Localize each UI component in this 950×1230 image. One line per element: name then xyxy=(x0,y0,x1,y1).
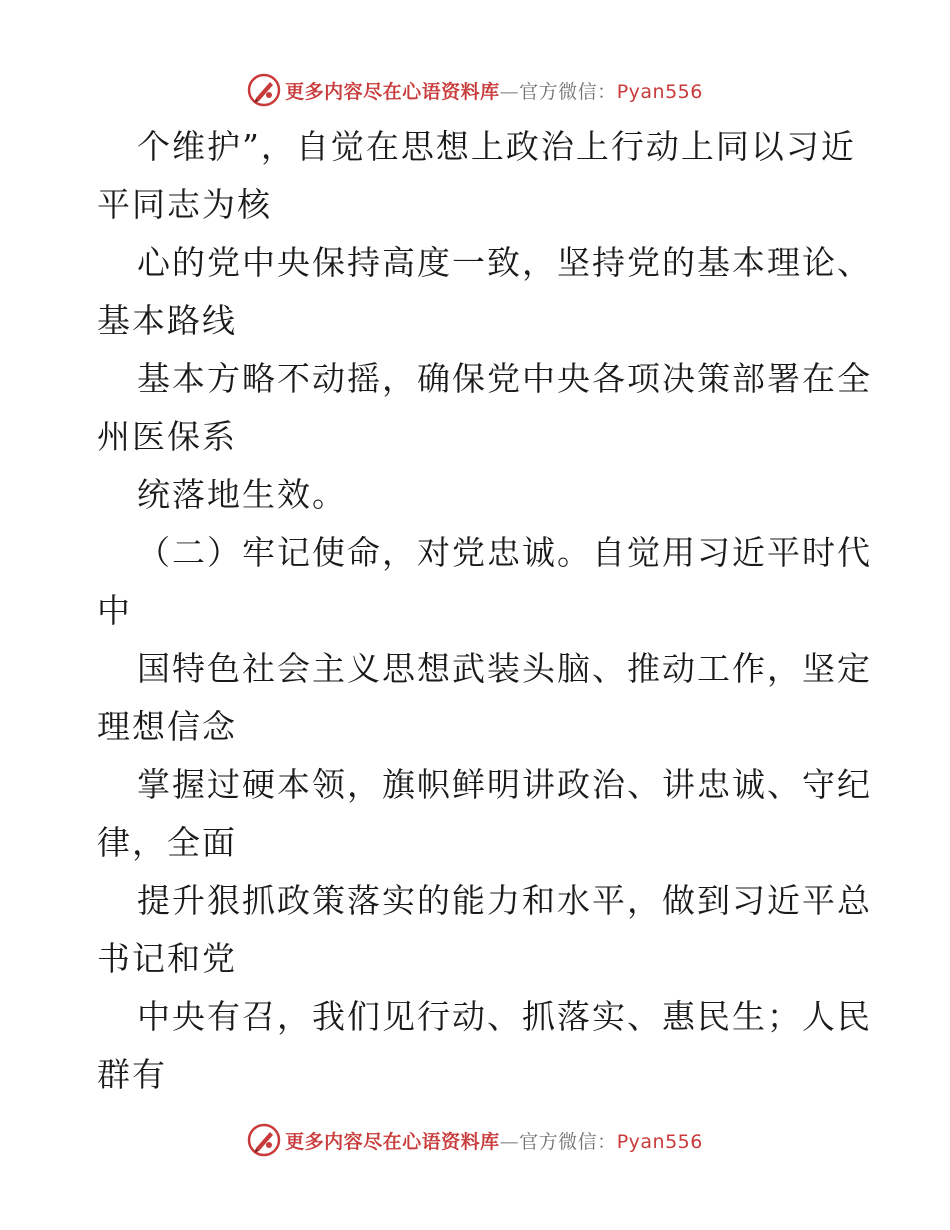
body-line-12: 掌握过硬本领，旗帜鲜明讲政治、讲忠诚、守纪 xyxy=(137,765,872,804)
footer-text xyxy=(285,1127,703,1154)
footer-brand: 更多内容尽在心语资料库 xyxy=(285,1130,500,1153)
body-line-14: 提升狠抓政策落实的能力和水平，做到习近平总 xyxy=(137,881,872,920)
header-banner xyxy=(0,70,950,110)
body-line-15: 书记和党 xyxy=(97,939,237,978)
body-line-1: 个维护”，自觉在思想上政治上行动上同以习近 xyxy=(137,127,856,166)
footer-dash: — xyxy=(499,1130,520,1153)
body-line-2: 平同志为核 xyxy=(97,185,272,224)
body-line-7: 统落地生效。 xyxy=(137,475,347,514)
body-line-13: 律，全面 xyxy=(97,823,237,862)
footer-wechat-id: Pyan556 xyxy=(616,1130,703,1153)
body-line-10: 国特色社会主义思想武装头脑、推动工作，坚定 xyxy=(137,649,872,688)
header-brand: 更多内容尽在心语资料库 xyxy=(285,80,500,103)
body-line-9: 中 xyxy=(97,591,132,630)
body-line-11: 理想信念 xyxy=(97,707,237,746)
header-dash: — xyxy=(499,80,520,103)
pen-logo-icon xyxy=(247,73,281,107)
body-line-17: 群有 xyxy=(97,1055,167,1094)
header-text xyxy=(285,77,703,104)
footer-banner xyxy=(0,1120,950,1160)
footer-wechat-label: 官方微信： xyxy=(519,1130,617,1153)
body-line-8: （二）牢记使命，对党忠诚。自觉用习近平时代 xyxy=(137,533,872,572)
body-line-6: 州医保系 xyxy=(97,417,237,456)
body-line-3: 心的党中央保持高度一致，坚持党的基本理论、 xyxy=(137,243,872,282)
body-line-5: 基本方略不动摇，确保党中央各项决策部署在全 xyxy=(137,359,872,398)
document-body xyxy=(97,118,872,1104)
pen-logo-icon xyxy=(247,1123,281,1157)
body-line-4: 基本路线 xyxy=(97,301,237,340)
header-wechat-id: Pyan556 xyxy=(616,80,703,103)
header-wechat-label: 官方微信： xyxy=(519,80,617,103)
body-line-16: 中央有召，我们见行动、抓落实、惠民生；人民 xyxy=(137,997,872,1036)
